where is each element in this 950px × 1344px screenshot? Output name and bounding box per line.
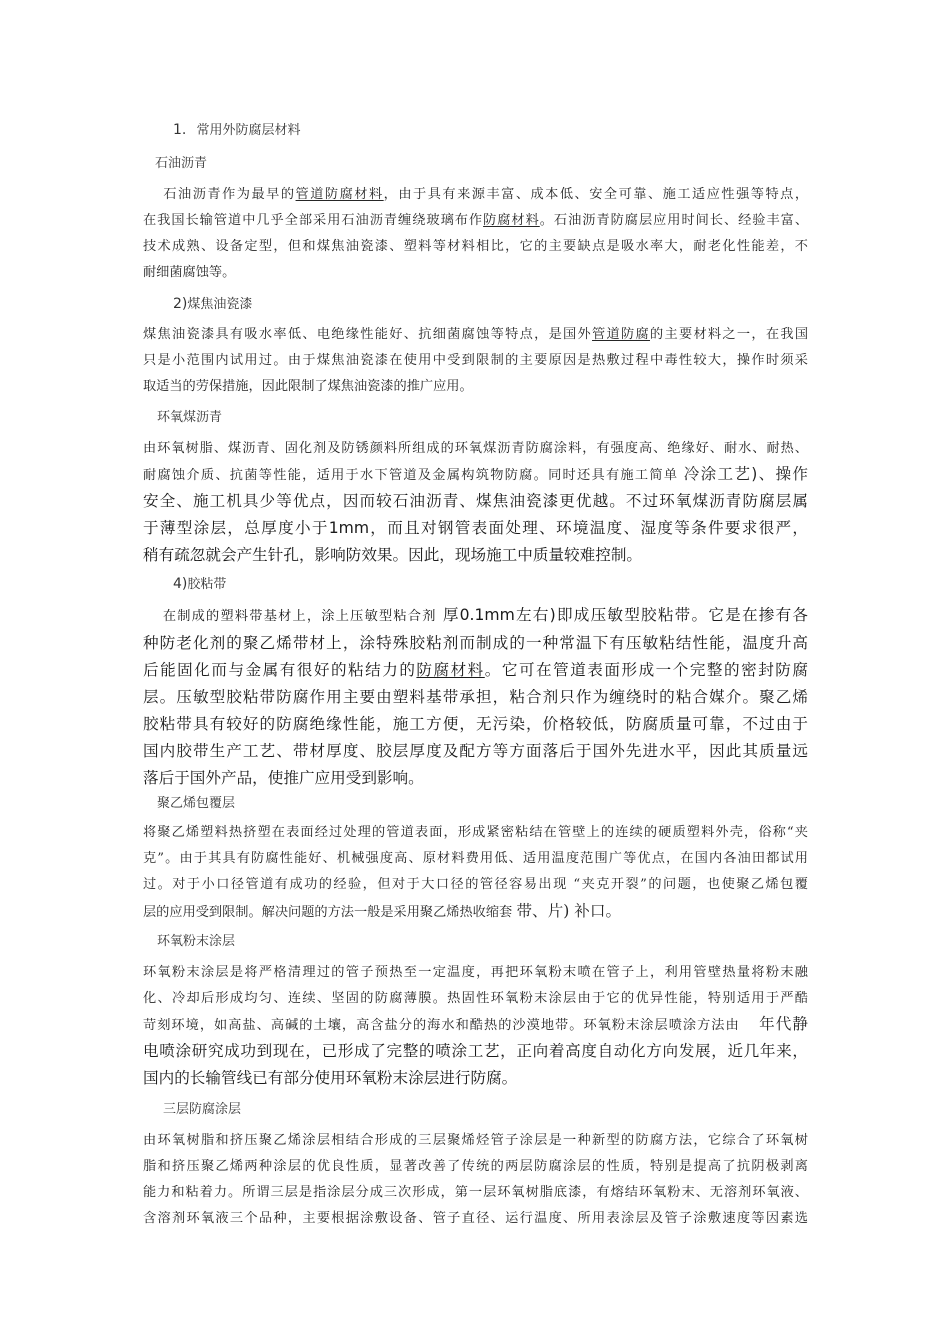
paragraph-coal-tar-enamel [143, 322, 808, 400]
text-line: 脂和挤压聚乙烯两种涂层的优良性质，显著改善了传统的两层防腐涂层的性质，特别是提高了抗阴极剥离 [143, 1159, 808, 1174]
text-line: 耐腐蚀介质、抗菌等性能，适用于水下管道及金属构筑物防腐。同时还具有施工简单 冷涂工艺)、操作 [143, 465, 808, 483]
section-heading-petroleum-asphalt [155, 156, 207, 172]
text-line: 石油沥青作为最早的管道防腐材料，由于具有来源丰富、成本低、安全可靠、施工适应性强等特点， [143, 187, 808, 202]
paragraph-epoxy-coal-tar [143, 436, 808, 569]
text-line: 种防老化剂的聚乙烯带材上，涂特殊胶粘剂而制成的一种常温下有压敏粘结性能，温度升高 [143, 634, 808, 652]
text-line: 耐细菌腐蚀等。 [143, 265, 236, 280]
section-heading-three-layer [163, 1102, 241, 1118]
text-line: 层。压敏型胶粘带防腐作用主要由塑料基带承担，粘合剂只作为缠绕时的粘合媒介。聚乙烯 [143, 688, 808, 706]
heading-text: 石油沥青 [155, 156, 208, 171]
text-line: 煤焦油瓷漆具有吸水率低、电绝缘性能好、抗细菌腐蚀等特点，是国外管道防腐的主要材料之一，在我国 [143, 327, 808, 342]
paragraph-adhesive-tape [143, 602, 808, 792]
link-pipeline-anticorrosion[interactable]: 管道防腐 [592, 327, 650, 342]
text-line: 落后于国外产品，使推广应用受到影响。 [143, 769, 424, 787]
paragraph-three-layer [143, 1128, 808, 1232]
text-line: 层的应用受到限制。解决问题的方法一般是采用聚乙烯热收缩套 带、片) 补口。 [143, 902, 622, 920]
heading-number: 4) [173, 576, 188, 592]
heading-text: 胶粘带 [187, 577, 227, 592]
section-heading-epoxy-coal-tar [157, 410, 222, 426]
section-heading-epoxy-powder [157, 934, 235, 950]
paragraph-epoxy-powder [143, 960, 808, 1092]
heading-text: 环氧粉末涂层 [157, 934, 236, 949]
heading-text: 聚乙烯包覆层 [157, 796, 236, 811]
text-line: 于薄型涂层，总厚度小于1mm，而且对钢管表面处理、环境温度、湿度等条件要求很严， [143, 519, 808, 537]
text-line: 由环氧树脂和挤压聚乙烯涂层相结合形成的三层聚烯烃管子涂层是一种新型的防腐方法，它综合了环氧树 [143, 1133, 808, 1148]
heading-text: 环氧煤沥青 [157, 410, 223, 425]
text-line: 安全、施工机具少等优点，因而较石油沥青、煤焦油瓷漆更优越。不过环氧煤沥青防腐层属 [143, 492, 808, 510]
heading-number: 1. [173, 122, 187, 138]
text-line: 稍有疏忽就会产生针孔，影响防效果。因此，现场施工中质量较难控制。 [143, 546, 643, 564]
text-line: 技术成熟、设备定型，但和煤焦油瓷漆、塑料等材料相比，它的主要缺点是吸水率大，耐老化性能差，不 [143, 239, 808, 254]
link-anticorrosion-material[interactable]: 防腐材料 [416, 661, 485, 679]
text-line: 过。对于小口径管道有成功的经验，但对于大口径的管径容易出现 “夹克开裂”的问题，也使聚乙烯包覆 [143, 877, 808, 892]
text-line: 国内胶带生产工艺、带材厚度、胶层厚度及配方等方面落后于国外先进水平，因此其质量远 [143, 742, 808, 760]
text-line: 电喷涂研究成功到现在，已形成了完整的喷涂工艺，正向着高度自动化方向发展，近几年来， [143, 1042, 808, 1060]
text-line: 在我国长输管道中几乎全部采用石油沥青缠绕玻璃布作防腐材料。石油沥青防腐层应用时间长、经验丰富、 [143, 213, 808, 228]
text-line: 环氧粉末涂层是将严格清理过的管子预热至一定温度，再把环氧粉末喷在管子上，利用管壁热量将粉末融 [143, 965, 808, 980]
text-line: 只是小范围内试用过。由于煤焦油瓷漆在使用中受到限制的主要原因是热敷过程中毒性较大，操作时须采 [143, 353, 808, 368]
text-line: 能力和粘着力。所谓三层是指涂层分成三次形成，第一层环氧树脂底漆，有熔结环氧粉末、无溶剂环氧液、 [143, 1185, 808, 1200]
heading-text: 常用外防腐层材料 [196, 123, 301, 138]
section-heading-polyethylene-coating [157, 796, 235, 812]
text-line: 取适当的劳保措施，因此限制了煤焦油瓷漆的推广应用。 [143, 379, 473, 394]
link-anticorrosion-material[interactable]: 管道防腐材料 [295, 187, 384, 202]
paragraph-petroleum-asphalt [143, 182, 808, 286]
text-line: 化、冷却后形成均匀、连续、坚固的防腐薄膜。热固性环氧粉末涂层由于它的优异性能，特别适用于严酷 [143, 991, 808, 1006]
text-line: 含溶剂环氧液三个品种，主要根据涂敷设备、管子直径、运行温度、所用表涂层及管子涂敷速度等因素选 [143, 1211, 808, 1226]
text-line: 苛刻环境，如高盐、高碱的土壤，高含盐分的海水和酷热的沙漠地带。环氧粉末涂层喷涂方法由 年代静 [143, 1015, 808, 1033]
text-line: 将聚乙烯塑料热挤塑在表面经过处理的管道表面，形成紧密粘结在管壁上的连续的硬质塑料外壳，俗称“夹 [143, 825, 808, 840]
text-line: 后能固化而与金属有很好的粘结力的防腐材料。它可在管道表面形成一个完整的密封防腐 [143, 661, 808, 679]
heading-text: 煤焦油瓷漆 [187, 297, 253, 312]
heading-number: 2) [173, 296, 188, 312]
text-line: 克”。由于其具有防腐性能好、机械强度高、原材料费用低、适用温度范围广等优点，在国内各油田都试用 [143, 851, 808, 866]
link-anticorrosion-material[interactable]: 防腐材料 [483, 213, 540, 228]
text-line: 由环氧树脂、煤沥青、固化剂及防锈颜料所组成的环氧煤沥青防腐涂料，有强度高、绝缘好、耐水、耐热、 [143, 441, 808, 456]
text-line: 胶粘带具有较好的防腐绝缘性能，施工方便，无污染，价格较低，防腐质量可靠，不过由于 [143, 715, 808, 733]
section-heading-adhesive-tape [173, 576, 226, 593]
section-heading-coal-tar-enamel [173, 296, 252, 313]
heading-text: 三层防腐涂层 [163, 1102, 242, 1117]
text-line: 在制成的塑料带基材上，涂上压敏型粘合剂 厚0.1mm左右)即成压敏型胶粘带。它是在掺有各 [143, 606, 808, 624]
section-heading-materials [173, 122, 301, 139]
paragraph-polyethylene-coating [143, 820, 808, 926]
text-line: 国内的长输管线已有部分使用环氧粉末涂层进行防腐。 [143, 1069, 518, 1087]
